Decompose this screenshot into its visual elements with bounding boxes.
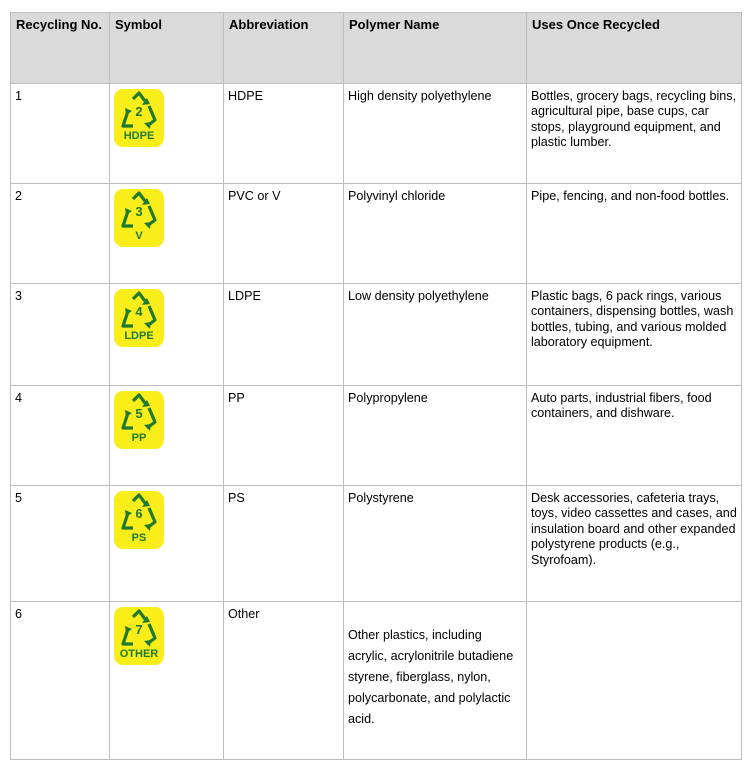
uses-cell [527, 602, 742, 760]
table-row [11, 184, 742, 284]
uses-cell: Auto parts, industrial fibers, food containers, and dishware. [527, 386, 742, 486]
recycle-symbol-icon [114, 289, 164, 347]
uses-cell: Pipe, fencing, and non-food bottles. [527, 184, 742, 284]
header-abbreviation: Abbreviation [224, 13, 344, 84]
uses-cell: Bottles, grocery bags, recycling bins, agricultural pipe, base cups, car stops, playground equipment, and plastic lumber. [527, 84, 742, 184]
symbol-code: V [135, 230, 143, 242]
abbreviation-cell: PP [224, 386, 344, 486]
symbol-code: HDPE [123, 130, 155, 142]
recycling-table [10, 12, 742, 760]
symbol-number: 2 [135, 104, 143, 119]
polymer-name-cell: High density polyethylene [344, 84, 527, 184]
table-row [11, 386, 742, 486]
recycle-symbol-icon [114, 189, 164, 247]
recycle-symbol-icon [114, 89, 164, 147]
recycling-no-cell: 2 [11, 184, 110, 284]
table-row [11, 486, 742, 602]
symbol-number: 5 [135, 406, 143, 421]
recycle-symbol-icon [114, 607, 164, 665]
header-recycling-no: Recycling No. [11, 13, 110, 84]
recycling-no-cell: 1 [11, 84, 110, 184]
symbol-cell [110, 386, 224, 486]
header-uses: Uses Once Recycled [527, 13, 742, 84]
symbol-cell [110, 284, 224, 386]
symbol-number: 4 [135, 304, 143, 319]
polymer-name-cell: Polypropylene [344, 386, 527, 486]
abbreviation-cell: Other [224, 602, 344, 760]
uses-cell: Plastic bags, 6 pack rings, various containers, dispensing bottles, wash bottles, tubing, and various molded laboratory equipment. [527, 284, 742, 386]
symbol-cell [110, 84, 224, 184]
abbreviation-cell: PS [224, 486, 344, 602]
symbol-number: 3 [135, 204, 143, 219]
symbol-number: 6 [135, 506, 143, 521]
header-row [11, 13, 742, 84]
symbol-code: LDPE [124, 330, 154, 342]
header-polymer-name: Polymer Name [344, 13, 527, 84]
recycle-symbol-icon [114, 491, 164, 549]
abbreviation-cell: PVC or V [224, 184, 344, 284]
table-row [11, 284, 742, 386]
abbreviation-cell: LDPE [224, 284, 344, 386]
abbreviation-cell: HDPE [224, 84, 344, 184]
recycling-no-cell: 3 [11, 284, 110, 386]
symbol-code: PS [131, 532, 147, 544]
symbol-code: OTHER [119, 648, 159, 660]
table-row [11, 84, 742, 184]
polymer-name-cell: Low density polyethylene [344, 284, 527, 386]
symbol-code: PP [131, 432, 147, 444]
header-symbol: Symbol [110, 13, 224, 84]
uses-cell: Desk accessories, cafeteria trays, toys, video cassettes and cases, and insulation board and other expanded polystyrene products (e.g., Styrofoam). [527, 486, 742, 602]
recycling-no-cell: 5 [11, 486, 110, 602]
recycling-no-cell: 6 [11, 602, 110, 760]
symbol-number: 7 [135, 622, 143, 637]
recycling-no-cell: 4 [11, 386, 110, 486]
table-row [11, 602, 742, 760]
polymer-name-cell: Polystyrene [344, 486, 527, 602]
polymer-name-cell: Polyvinyl chloride [344, 184, 527, 284]
recycle-symbol-icon [114, 391, 164, 449]
polymer-name-cell: Other plastics, including acrylic, acrylonitrile butadiene styrene, fiberglass, nylon, polycarbonate, and polylactic acid. [344, 602, 527, 760]
symbol-cell [110, 184, 224, 284]
symbol-cell [110, 602, 224, 760]
symbol-cell [110, 486, 224, 602]
